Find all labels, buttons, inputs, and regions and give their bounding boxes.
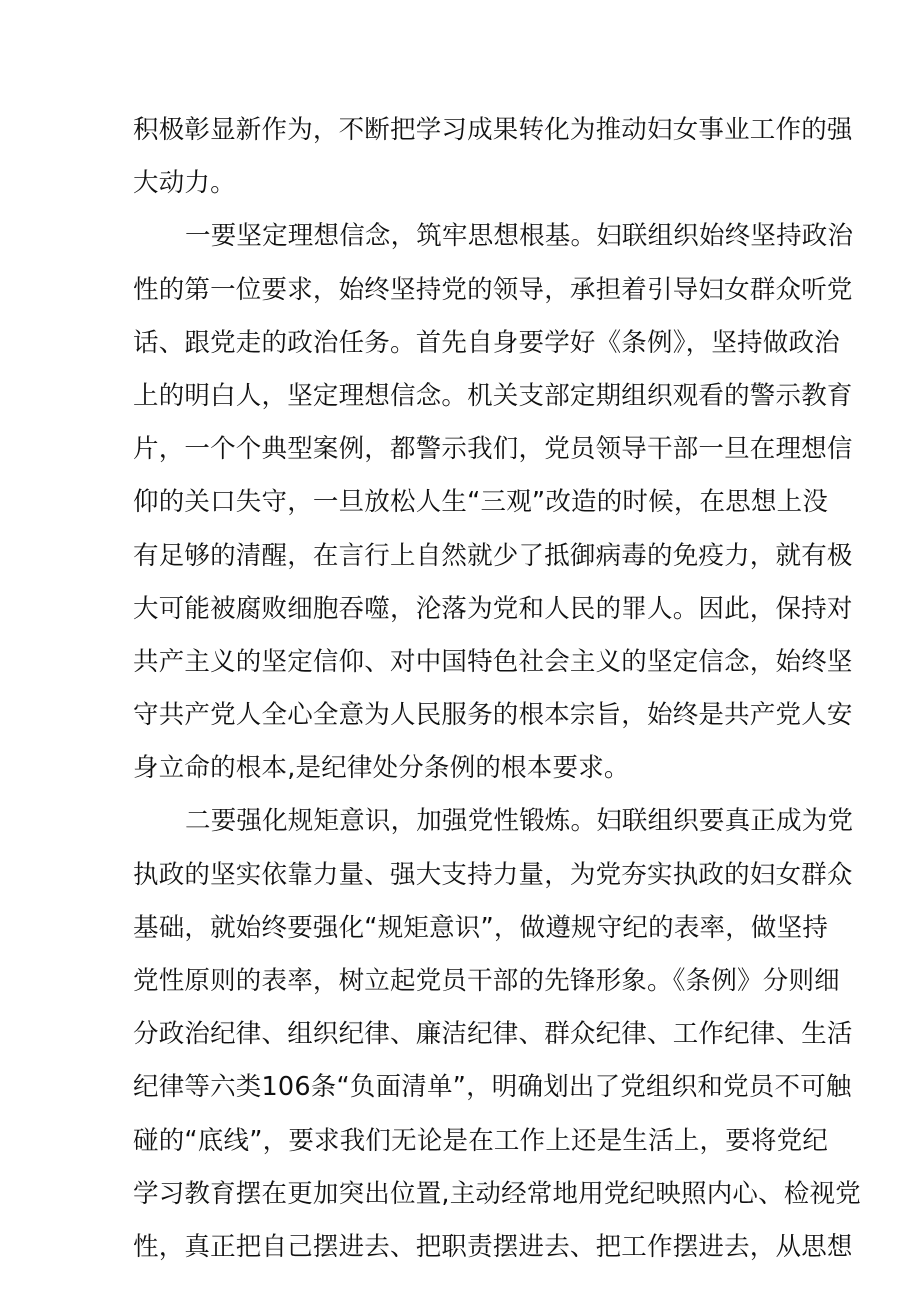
text-line: 共产主义的坚定信仰、对中国特色社会主义的坚定信念，始终坚 <box>133 646 853 677</box>
text-line: 话、跟党走的政治任务。首先自身要学好《条例》，坚持做政治 <box>133 327 840 358</box>
text-line: 大动力。 <box>133 168 236 199</box>
text-line: 学习教育摆在更加突出位置,主动经常地用党纪映照内心、检视党 <box>133 1178 861 1209</box>
text-line: 党性原则的表率，树立起党员干部的先锋形象。《条例》分则细 <box>133 966 840 996</box>
text-line: 仰的关口失守，一旦放松人生“三观”改造的时候，在思想上没 <box>133 487 829 518</box>
text-line: 性的第一位要求，始终坚持党的领导，承担着引导妇女群众听党 <box>133 274 853 305</box>
text-line: 大可能被腐败细胞吞噬，沦落为党和人民的罪人。因此，保持对 <box>133 593 853 624</box>
text-line: 片，一个个典型案例，都警示我们，党员领导干部一旦在理想信 <box>133 434 853 465</box>
text-line: 碰的“底线”，要求我们无论是在工作上还是生活上，要将党纪 <box>133 1125 829 1156</box>
text-line: 有足够的清醒，在言行上自然就少了抵御病毒的免疫力，就有极 <box>133 540 853 571</box>
text-line: 执政的坚实依靠力量、强大支持力量，为党夯实执政的妇女群众 <box>133 859 853 890</box>
text-line: 身立命的根本,是纪律处分条例的根本要求。 <box>133 753 630 784</box>
text-line: 基础，就始终要强化“规矩意识”，做遵规守纪的表率，做坚持 <box>133 912 829 943</box>
text-line: 性，真正把自己摆进去、把职责摆进去、把工作摆进去，从思想 <box>133 1231 853 1262</box>
text-line: 上的明白人，坚定理想信念。机关支部定期组织观看的警示教育 <box>133 380 853 411</box>
text-line: 分政治纪律、组织纪律、廉洁纪律、群众纪律、工作纪律、生活 <box>133 1019 853 1050</box>
body-text <box>133 104 861 1274</box>
paragraph-first-line: 二要强化规矩意识，加强党性锻炼。妇联组织要真正成为党 <box>185 806 854 837</box>
text-line: 纪律等六类106条“负面清单”，明确划出了党组织和党员不可触 <box>133 1072 852 1103</box>
text-line: 积极彰显新作为，不断把学习成果转化为推动妇女事业工作的强 <box>133 115 853 145</box>
text-line: 守共产党人全心全意为人民服务的根本宗旨，始终是共产党人安 <box>133 700 853 731</box>
paragraph-first-line: 一要坚定理想信念，筑牢思想根基。妇联组织始终坚持政治 <box>185 221 854 252</box>
